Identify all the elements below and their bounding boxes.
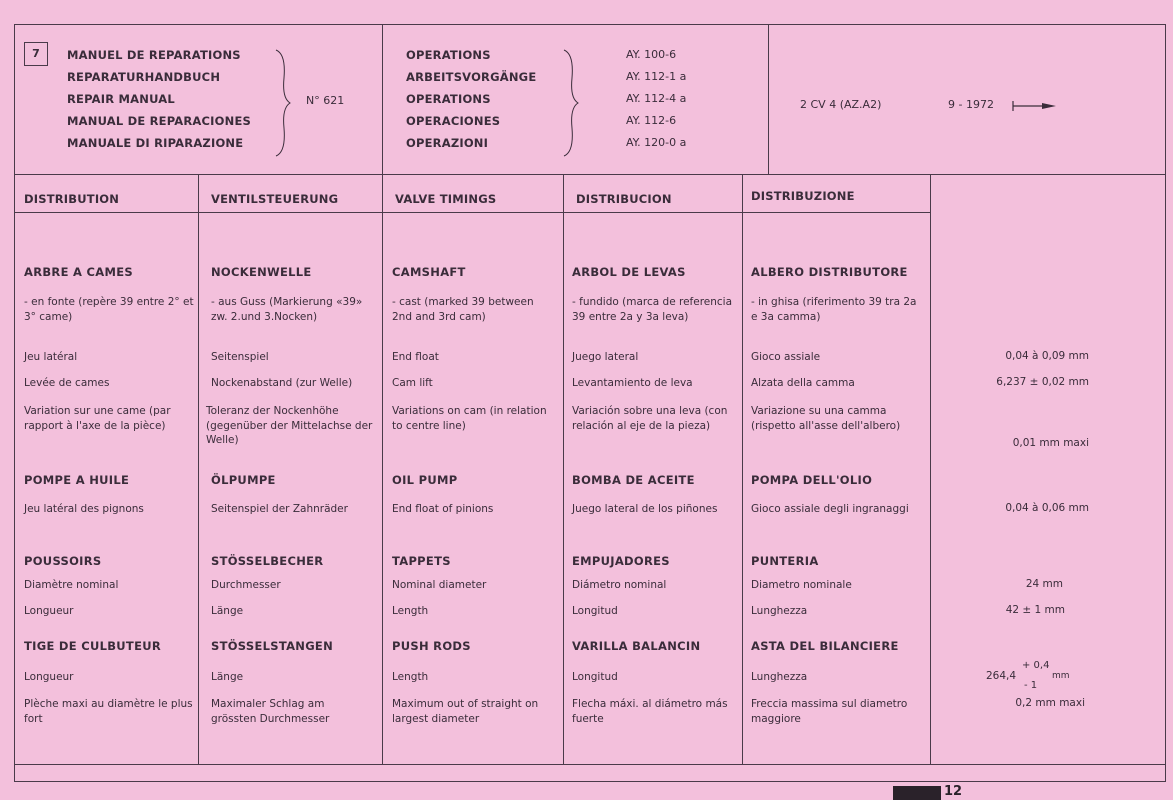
pinion-float-label-de: Seitenspiel der Zahnräder bbox=[211, 503, 348, 515]
manual-title-it: MANUALE DI RIPARAZIONE bbox=[67, 136, 244, 150]
tappet-diameter-label-de: Durchmesser bbox=[211, 579, 281, 591]
cam-lift-label-es: Levantamiento de leva bbox=[572, 377, 693, 389]
manual-title-fr: MANUEL DE REPARATIONS bbox=[67, 48, 241, 62]
tappets-title-en: TAPPETS bbox=[392, 554, 451, 568]
operations-en: OPERATIONS bbox=[406, 92, 491, 106]
page-number: 12 bbox=[944, 784, 963, 799]
push-rods-title-it: ASTA DEL BILANCIERE bbox=[751, 639, 899, 653]
end-float-label-fr: Jeu latéral bbox=[24, 351, 78, 363]
rod-bend-label-es: Flecha máxi. al diámetro más fuerte bbox=[572, 698, 728, 725]
brace-icon bbox=[272, 48, 292, 158]
rod-length-tol-minus: - 1 bbox=[1024, 680, 1038, 691]
oil-pump-title-en: OIL PUMP bbox=[392, 473, 458, 487]
oil-pump-title-es: BOMBA DE ACEITE bbox=[572, 473, 695, 487]
camshaft-material-it: - in ghisa (riferimento 39 tra 2a e 3a camma) bbox=[751, 296, 917, 323]
tappet-diameter-label-en: Nominal diameter bbox=[392, 579, 487, 591]
operations-fr: OPERATIONS bbox=[406, 48, 491, 62]
operations-es: OPERACIONES bbox=[406, 114, 501, 128]
camshaft-material-es: - fundido (marca de referencia 39 entre 2a y 3a leva) bbox=[572, 296, 733, 323]
tappet-length-label-de: Länge bbox=[211, 605, 244, 617]
operation-code-4: AY. 112-6 bbox=[626, 114, 677, 127]
tappet-length-label-en: Length bbox=[392, 605, 429, 617]
rod-length-tol-plus: + 0,4 bbox=[1022, 660, 1050, 671]
manual-number: N° 621 bbox=[306, 94, 345, 107]
tappets-title-it: PUNTERIA bbox=[751, 554, 819, 568]
cam-lift-label-en: Cam lift bbox=[392, 377, 433, 389]
col-header-es: DISTRIBUCION bbox=[576, 192, 672, 206]
variation-label-de: Toleranz der Nockenhöhe (gegenüber der Mittelachse der Welle) bbox=[206, 405, 373, 446]
brace-icon bbox=[560, 48, 580, 158]
col-sep-5 bbox=[930, 174, 931, 764]
camshaft-title-es: ARBOL DE LEVAS bbox=[572, 265, 686, 279]
oil-pump-title-it: POMPA DELL'OLIO bbox=[751, 473, 873, 487]
variation-label-es: Variación sobre una leva (con relación al eje de la pieza) bbox=[572, 405, 728, 432]
col-header-de: VENTILSTEUERUNG bbox=[211, 192, 339, 206]
tappet-diameter-value: 24 mm bbox=[1025, 578, 1063, 590]
operations-it: OPERAZIONI bbox=[406, 136, 489, 150]
camshaft-material-de: - aus Guss (Markierung «39» zw. 2.und 3.Nocken) bbox=[211, 296, 363, 323]
cam-lift-label-fr: Levée de cames bbox=[24, 377, 110, 389]
operation-code-3: AY. 112-4 a bbox=[626, 92, 687, 105]
oil-pump-title-de: ÖLPUMPE bbox=[211, 473, 276, 487]
rod-length-label-es: Longitud bbox=[572, 671, 618, 683]
variation-label-en: Variations on cam (in relation to centre line) bbox=[392, 405, 547, 432]
rod-bend-label-en: Maximum out of straight on largest diameter bbox=[392, 698, 539, 725]
pinion-float-label-en: End float of pinions bbox=[392, 503, 494, 515]
operation-code-2: AY. 112-1 a bbox=[626, 70, 687, 83]
tappet-length-label-it: Lunghezza bbox=[751, 605, 808, 617]
col-sep-4 bbox=[742, 174, 743, 764]
end-float-label-en: End float bbox=[392, 351, 439, 363]
camshaft-material-en: - cast (marked 39 between 2nd and 3rd cam) bbox=[392, 296, 534, 323]
manual-title-es: MANUAL DE REPARACIONES bbox=[67, 114, 251, 128]
rod-bend-label-de: Maximaler Schlag am grössten Durchmesser bbox=[211, 698, 330, 725]
tappets-title-de: STÖSSELBECHER bbox=[211, 554, 324, 568]
bottom-divider bbox=[14, 764, 1166, 765]
oil-pump-title-fr: POMPE A HUILE bbox=[24, 473, 130, 487]
variation-label-it: Variazione su una camma (rispetto all'asse dell'albero) bbox=[751, 405, 901, 432]
column-header-divider bbox=[14, 212, 930, 213]
col-sep-3 bbox=[563, 174, 564, 764]
header-separator-2 bbox=[768, 24, 769, 174]
cam-lift-label-de: Nockenabstand (zur Welle) bbox=[211, 377, 353, 389]
camshaft-material-fr: - en fonte (repère 39 entre 2° et 3° came) bbox=[24, 296, 194, 323]
operation-code-1: AY. 100-6 bbox=[626, 48, 677, 61]
col-header-it: DISTRIBUZIONE bbox=[751, 189, 855, 203]
tappets-title-fr: POUSSOIRS bbox=[24, 554, 102, 568]
camshaft-title-de: NOCKENWELLE bbox=[211, 265, 312, 279]
push-rods-title-de: STÖSSELSTANGEN bbox=[211, 639, 334, 653]
push-rods-title-es: VARILLA BALANCIN bbox=[572, 639, 701, 653]
end-float-value: 0,04 à 0,09 mm bbox=[1005, 350, 1089, 362]
model-name: 2 CV 4 (AZ.A2) bbox=[800, 98, 882, 111]
rod-length-value: 264,4 bbox=[986, 670, 1017, 682]
variation-label-fr: Variation sur une came (par rapport à l'axe de la pièce) bbox=[24, 405, 171, 432]
pinion-float-label-it: Gioco assiale degli ingranaggi bbox=[751, 503, 909, 515]
end-float-label-it: Gioco assiale bbox=[751, 351, 821, 363]
operation-code-5: AY. 120-0 a bbox=[626, 136, 687, 149]
rod-length-label-de: Länge bbox=[211, 671, 244, 683]
cam-lift-value: 6,237 ± 0,02 mm bbox=[996, 376, 1089, 388]
pinion-float-label-fr: Jeu latéral des pignons bbox=[24, 503, 144, 515]
end-float-label-es: Juego lateral bbox=[572, 351, 639, 363]
camshaft-title-fr: ARBRE A CAMES bbox=[24, 265, 133, 279]
chapter-number: 7 bbox=[24, 42, 48, 66]
tappet-diameter-label-es: Diámetro nominal bbox=[572, 579, 667, 591]
tappet-length-label-fr: Longueur bbox=[24, 605, 74, 617]
operations-de: ARBEITSVORGÄNGE bbox=[406, 70, 537, 84]
model-date: 9 - 1972 bbox=[948, 98, 994, 111]
tappet-length-value: 42 ± 1 mm bbox=[1005, 604, 1065, 616]
arrow-right-icon bbox=[1012, 101, 1058, 111]
rod-bend-label-it: Freccia massima sul diametro maggiore bbox=[751, 698, 908, 725]
push-rods-title-en: PUSH RODS bbox=[392, 639, 471, 653]
header-separator-1 bbox=[382, 24, 383, 174]
page-number-bar bbox=[893, 786, 941, 800]
col-sep-2 bbox=[382, 174, 383, 764]
tappet-length-label-es: Longitud bbox=[572, 605, 618, 617]
rod-length-label-en: Length bbox=[392, 671, 429, 683]
rod-bend-value: 0,2 mm maxi bbox=[1015, 697, 1085, 709]
tappet-diameter-label-it: Diametro nominale bbox=[751, 579, 852, 591]
col-header-en: VALVE TIMINGS bbox=[395, 192, 497, 206]
variation-value: 0,01 mm maxi bbox=[1012, 437, 1089, 449]
col-sep-1 bbox=[198, 174, 199, 764]
pinion-float-value: 0,04 à 0,06 mm bbox=[1005, 502, 1089, 514]
col-header-fr: DISTRIBUTION bbox=[24, 192, 120, 206]
tappets-title-es: EMPUJADORES bbox=[572, 554, 670, 568]
rod-length-unit: mm bbox=[1052, 671, 1070, 681]
header-divider bbox=[14, 174, 1166, 175]
cam-lift-label-it: Alzata della camma bbox=[751, 377, 855, 389]
rod-length-label-it: Lunghezza bbox=[751, 671, 808, 683]
rod-bend-label-fr: Plèche maxi au diamètre le plus fort bbox=[24, 698, 193, 725]
end-float-label-de: Seitenspiel bbox=[211, 351, 269, 363]
camshaft-title-it: ALBERO DISTRIBUTORE bbox=[751, 265, 908, 279]
push-rods-title-fr: TIGE DE CULBUTEUR bbox=[24, 639, 162, 653]
rod-length-label-fr: Longueur bbox=[24, 671, 74, 683]
manual-title-de: REPARATURHANDBUCH bbox=[67, 70, 221, 84]
pinion-float-label-es: Juego lateral de los piñones bbox=[572, 503, 718, 515]
tappet-diameter-label-fr: Diamètre nominal bbox=[24, 579, 119, 591]
camshaft-title-en: CAMSHAFT bbox=[392, 265, 466, 279]
manual-title-en: REPAIR MANUAL bbox=[67, 92, 175, 106]
